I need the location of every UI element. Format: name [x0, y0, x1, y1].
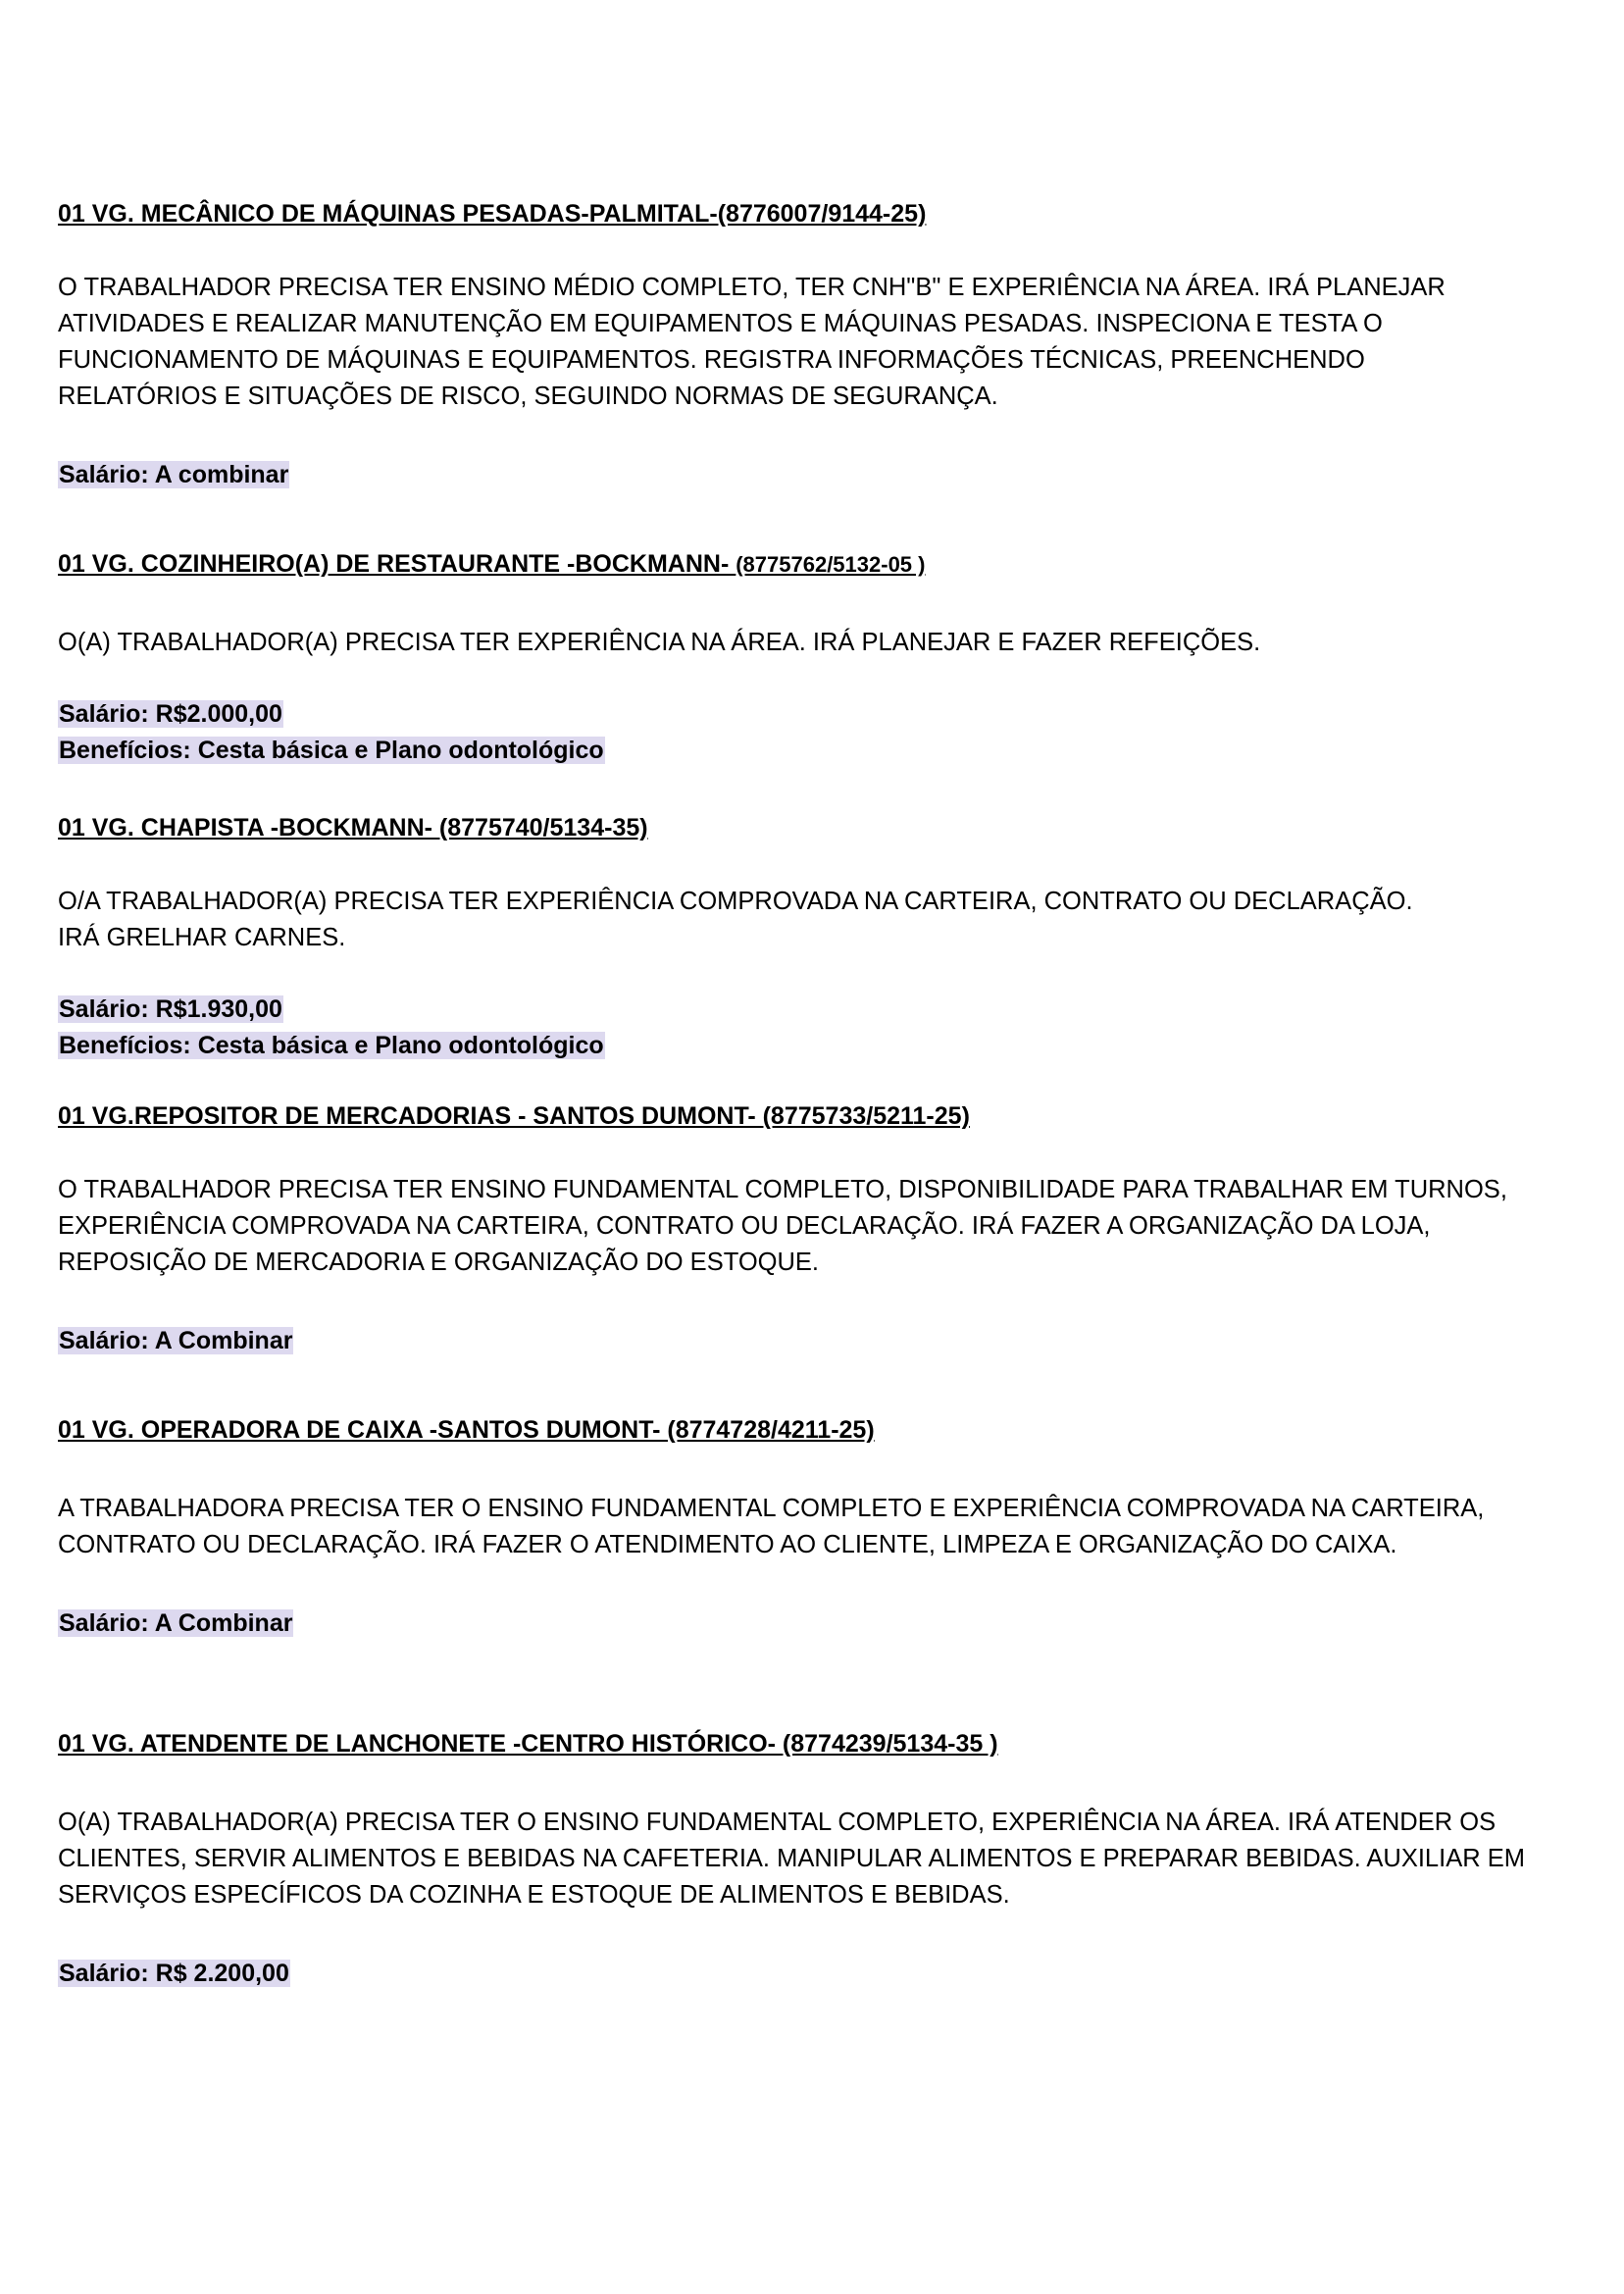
- job-description: O/A TRABALHADOR(A) PRECISA TER EXPERIÊNCIA COMPROVADA NA CARTEIRA, CONTRATO OU DECLARAÇÃO. IRÁ GRELHAR CARNES.: [58, 888, 1413, 951]
- job-listing: [58, 1726, 1568, 1992]
- job-description: O TRABALHADOR PRECISA TER ENSINO FUNDAMENTAL COMPLETO, DISPONIBILIDADE PARA TRABALHAR EM TURNOS, EXPERIÊNCIA COMPROVADA NA CARTEIRA, CONTRATO OU DECLARAÇÃO. IRÁ FAZER A ORGANIZAÇÃO DA LOJA, REPOSIÇÃO DE MERCADORIA E ORGANIZAÇÃO DO ESTOQUE.: [58, 1176, 1507, 1276]
- benefits-line: [58, 1028, 1568, 1064]
- salary-highlight: Salário: R$1.930,00: [59, 995, 282, 1023]
- job-title: 01 VG. MECÂNICO DE MÁQUINAS PESADAS-PALMITAL-(8776007/9144-25): [58, 200, 927, 228]
- job-listing: [58, 196, 1568, 493]
- benefits-highlight: Benefícios: Cesta básica e Plano odontológico: [59, 737, 604, 764]
- benefits-line: [58, 733, 1568, 769]
- salary-line: [58, 457, 1568, 493]
- job-description: A TRABALHADORA PRECISA TER O ENSINO FUNDAMENTAL COMPLETO E EXPERIÊNCIA COMPROVADA NA CARTEIRA, CONTRATO OU DECLARAÇÃO. IRÁ FAZER O ATENDIMENTO AO CLIENTE, LIMPEZA E ORGANIZAÇÃO DO CAIXA.: [58, 1495, 1485, 1558]
- job-title: 01 VG. ATENDENTE DE LANCHONETE -CENTRO HISTÓRICO- (8774239/5134-35 ): [58, 1730, 998, 1758]
- job-description: O(A) TRABALHADOR(A) PRECISA TER O ENSINO FUNDAMENTAL COMPLETO, EXPERIÊNCIA NA ÁREA. IRÁ ATENDER OS CLIENTES, SERVIR ALIMENTOS E BEBIDAS NA CAFETERIA. MANIPULAR ALIMENTOS E PREPARAR BEBIDAS. AUXILIAR EM SERVIÇOS ESPECÍFICOS DA COZINHA E ESTOQUE DE ALIMENTOS E BEBIDAS.: [58, 1809, 1525, 1909]
- salary-line: [58, 696, 1568, 733]
- job-description: O TRABALHADOR PRECISA TER ENSINO MÉDIO COMPLETO, TER CNH"B" E EXPERIÊNCIA NA ÁREA. IRÁ PLANEJAR ATIVIDADES E REALIZAR MANUTENÇÃO EM EQUIPAMENTOS E MÁQUINAS PESADAS. INSPECIONA E TESTA O FUNCIONAMENTO DE MÁQUINAS E EQUIPAMENTOS. REGISTRA INFORMAÇÕES TÉCNICAS, PREENCHENDO RELATÓRIOS E SITUAÇÕES DE RISCO, SEGUINDO NORMAS DE SEGURANÇA.: [58, 274, 1446, 410]
- job-title: 01 VG. OPERADORA DE CAIXA -SANTOS DUMONT- (8774728/4211-25): [58, 1416, 875, 1444]
- job-title-code: (8775762/5132-05 ): [736, 552, 926, 577]
- salary-highlight: Salário: A Combinar: [59, 1609, 293, 1637]
- job-title: 01 VG.REPOSITOR DE MERCADORIAS - SANTOS DUMONT- (8775733/5211-25): [58, 1102, 970, 1130]
- benefits-highlight: Benefícios: Cesta básica e Plano odontológico: [59, 1032, 604, 1059]
- job-listing: [58, 810, 1568, 1064]
- salary-highlight: Salário: A combinar: [59, 461, 289, 488]
- salary-line: [58, 1606, 1568, 1642]
- salary-highlight: Salário: R$ 2.200,00: [59, 1960, 289, 1987]
- job-title: 01 VG. CHAPISTA -BOCKMANN- (8775740/5134-35): [58, 814, 648, 841]
- salary-line: [58, 992, 1568, 1028]
- job-listing: [58, 1412, 1568, 1642]
- salary-highlight: Salário: R$2.000,00: [59, 700, 282, 728]
- job-title-text: 01 VG. COZINHEIRO(A) DE RESTAURANTE -BOCKMANN-: [58, 550, 736, 578]
- salary-line: [58, 1323, 1568, 1359]
- job-listing: [58, 1098, 1568, 1359]
- salary-line: [58, 1956, 1568, 1992]
- salary-highlight: Salário: A Combinar: [59, 1327, 293, 1354]
- job-description: O(A) TRABALHADOR(A) PRECISA TER EXPERIÊNCIA NA ÁREA. IRÁ PLANEJAR E FAZER REFEIÇÕES.: [58, 629, 1261, 656]
- job-title: [58, 546, 1568, 583]
- job-listing: [58, 546, 1568, 769]
